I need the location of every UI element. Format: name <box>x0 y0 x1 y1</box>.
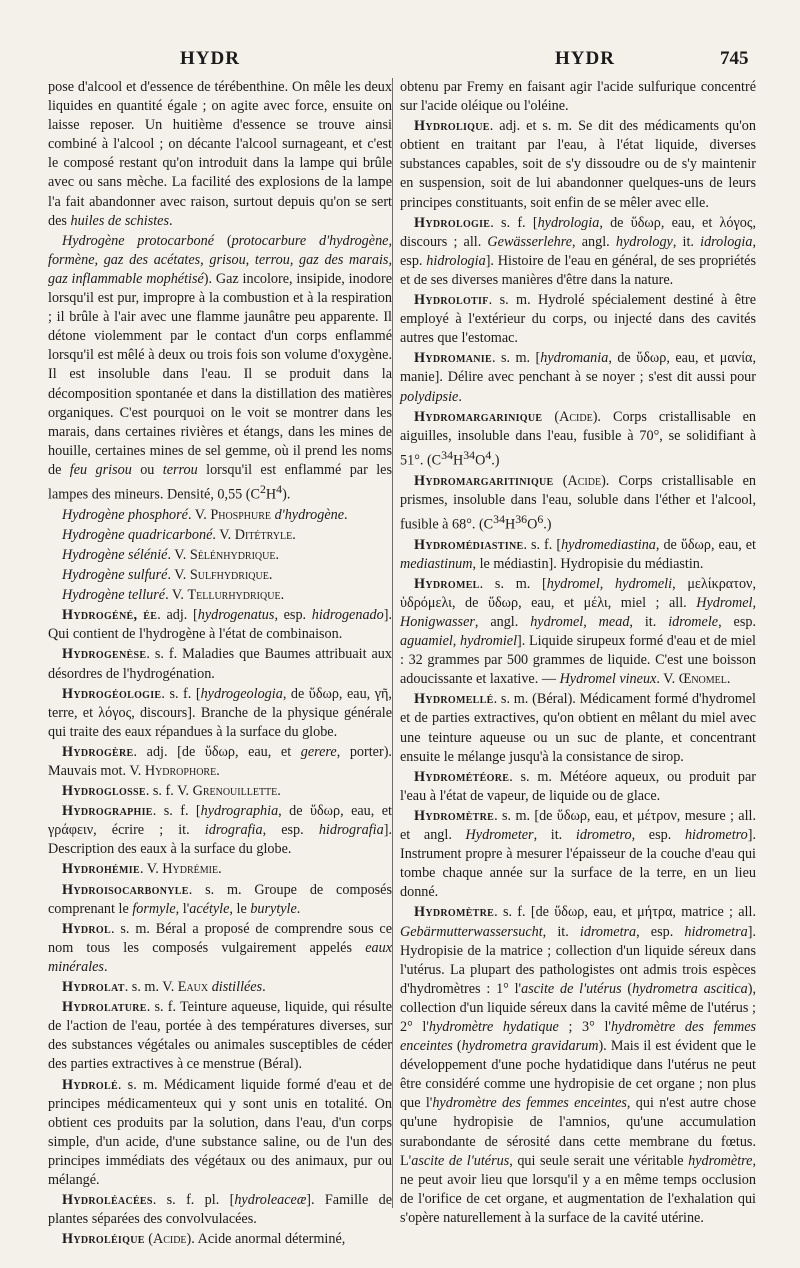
dictionary-entry: Hydromédiastine. s. f. [hydromediastina, de ὕδωρ, eau, et mediastinum, le médiastin]. Hydropisie du médiastin. <box>400 536 756 572</box>
dictionary-entry: Hydrogène sulfuré. V. Sulfhydrique. <box>62 567 273 584</box>
dictionary-entry: Hydrogène quadricarboné. V. Ditétryle. <box>62 526 296 543</box>
dictionary-entry: Hydromel. s. m. [hydromel, hydromeli, μελίκρατον, ὑδρόμελι, de ὕδωρ, eau, et μέλι, miel ; all. Hydromel, Honigwasser, angl. hydromel, mead, it. idromele, esp. aguamiel, hydromiel]. Liquide sirupeux formé d'eau et de miel : 32 grammes par 500 grammes de liquide. C'est une boisson adoucissante et laxative. — Hydromel vineux. V. Œnomel. <box>400 575 757 688</box>
dictionary-entry: Hydrométéore. s. m. Météore aqueux, ou produit par l'eau à l'état de vapeur, de liquide ou de glace. <box>400 768 756 804</box>
running-header <box>0 48 800 78</box>
dictionary-entry: pose d'alcool et d'essence de térébenthine. On mêle les deux liquides en quantité égale ; on agite avec force, ensuite on laisse reposer. Un huitième d'essence se trouve ainsi combiné à l'alcool ; on décante l'alcool surnageant, et c'est le composé restant qu'on introduit dans la lampe qui brûle avec ou sans mèche. La facilité des explosions de la lampe l'a fait abandonner avec raison, surtout depuis qu'on se sert des huiles de schistes. <box>48 79 392 229</box>
dictionary-entry: Hydrogère. adj. [de ὕδωρ, eau, et gerere, porter). Mauvais mot. V. Hydrophore. <box>48 743 392 780</box>
dictionary-entry: obtenu par Fremy en faisant agir l'acide sulfurique concentré sur l'acide oléique ou l'oléine. <box>400 79 756 115</box>
left-running-head: HYDR <box>180 48 240 69</box>
dictionary-entry: Hydrogène telluré. V. Tellurhydrique. <box>62 587 285 604</box>
dictionary-entry: Hydroisocarbonyle. s. m. Groupe de composés comprenant le formyle, l'acétyle, le burytyle. <box>48 881 392 917</box>
left-column <box>48 78 392 1250</box>
dictionary-entry: Hydrogène phosphoré. V. Phosphure d'hydrogène. <box>62 506 348 523</box>
dictionary-entry: Hydromètre. s. f. [de ὕδωρ, eau, et μήτρα, matrice ; all. Gebärmutterwassersucht, it. idrometra, esp. hidrometra]. Hydropisie de la matrice ; collection d'un liquide séreux dans l'utérus. La plupart des pathologistes ont admis trois espèces d'hydromètres : 1° l'ascite de l'utérus (hydrometra ascitica), collection d'un liquide séreux dans la cavité même de l'utérus ; 2° l'hydromètre hydatique ; 3° l'hydromètre des femmes enceintes (hydrometra gravidarum). Mais il est évident que le développement d'une poche hydatidique dans l'utérus ne peut être considéré comme une hydropisie de cet organe ; non plus que l'hydromètre des femmes enceintes, qui n'est autre chose qu'une hydropisie de l'amnios, qu'une accumulation surabondante de sérosité dans cette membrane du fœtus. L'ascite de l'utérus, qui seule serait une véritable hydromètre, ne peut avoir lieu que lorsqu'il y a en même temps occlusion de l'orifice de cet organe, et augmentation de l'exhalation qui s'opère naturellement à la surface de la cavité utérine. <box>400 904 757 1226</box>
dictionary-entry: Hydrogenèse. s. f. Maladies que Baumes attribuait aux désordres de l'hydrogénation. <box>48 646 392 682</box>
dictionary-entry: Hydroglosse. s. f. V. Grenouillette. <box>62 783 281 800</box>
dictionary-entry: Hydromargarinique (Acide). Corps cristallisable en aiguilles, insoluble dans l'eau, fusible à 70°, se solidifiant à 51°. $(C^{34}H^{34}O^4.)$ <box>400 408 756 469</box>
dictionary-entry: Hydrolature. s. f. Teinture aqueuse, liquide, qui résulte de l'action de l'eau, portée à des températures diverses, sur des substances végétales ou animales susceptibles de céder des parties extractives à ce menstrue (Béral). <box>48 999 392 1073</box>
dictionary-entry: Hydromètre. s. m. [de ὕδωρ, eau, et μέτρον, mesure ; all. et angl. Hydrometer, it. idrometro, esp. hidrometro]. Instrument propre à mesurer l'épaisseur de la couche d'eau qui tombe chaque année sur la surface de la terre, en un lieu donné. <box>400 807 757 901</box>
dictionary-entry: Hydrogéné, ée. adj. [hydrogenatus, esp. hidrogenado]. Qui contient de l'hydrogène à l'état de combinaison. <box>48 607 393 643</box>
right-running-head: HYDR <box>555 48 615 69</box>
page-number: 745 <box>720 48 749 69</box>
dictionary-entry: Hydrologie. s. f. [hydrologia, de ὕδωρ, eau, et λόγος, discours ; all. Gewässerlehre, angl. hydrology, it. idrologia, esp. hidrologia]. Histoire de l'eau en général, de ses propriétés et de ses diverses manières d'être dans la nature. <box>400 214 756 288</box>
dictionary-entry: Hydromargaritinique (Acide). Corps cristallisable en prismes, insoluble dans l'eau, soluble dans l'éther et l'alcool, fusible à 68°. $(C^{34}H^{36}O^6.)$ <box>400 472 756 533</box>
dictionary-entry: Hydromanie. s. m. [hydromania, de ὕδωρ, eau, et μανία, manie]. Délire avec penchant à se noyer ; s'est dit aussi pour polydipsie. <box>400 350 756 405</box>
dictionary-entry: Hydrogène protocarboné (protocarbure d'hydrogène, formène, gaz des acétates, grisou, terrou, gaz des marais, gaz inflammable mophétisé). Gaz incolore, insipide, inodore lorsqu'il est pur, impropre à la combustion et à la respiration ; il brûle à l'air avec une flamme jaunâtre peu apparente. Il détone violemment par le contact d'un corps enflammé lorsqu'il est mêlé à deux ou trois fois son volume d'oxygène. Il est insoluble dans l'eau. Il se produit dans la décomposition spontanée et dans la distillation des matières organiques. C'est pourquoi on le voit se montrer dans les marais, dans certaines rivières et étangs, dans les mines de houille, certaines mines de sel gemme, où il prend les noms de feu grisou ou terrou lorsqu'il est enflammé par les lampes des mineurs. Densité, 0,55 $(C^2H^4)$. <box>48 232 393 503</box>
dictionary-entry: Hydrolé. s. m. Médicament liquide formé d'eau et de principes médicamenteux qui y sont unis en totalité. On obtient ces produits par la solution, dans l'eau, d'un corps simple, d'un acide, d'une substance saline, ou de l'un des principes immédiats des végétaux ou des animaux, pur ou mélangé. <box>48 1076 392 1188</box>
right-column <box>400 78 756 1229</box>
dictionary-entry: Hydrolique. adj. et s. m. Se dit des médicaments qu'on obtient en traitant par l'eau, à l'état liquide, diverses substances capables, soit de s'y dissoudre ou de s'y maintenir en suspension, soit de lui abandonner quelques-uns de leurs principes constituants, soit enfin de se mêler avec elle. <box>400 118 756 211</box>
dictionary-entry: Hydromellé. s. m. (Béral). Médicament formé d'hydromel et de parties extractives, qu'on obtient en mêlant du miel avec une teinture aqueuse ou un suc de plante, et concentrant ensuite le mélange jusqu'à la consistance de sirop. <box>400 691 756 765</box>
dictionary-entry: Hydrogéologie. s. f. [hydrogeologia, de ὕδωρ, eau, γῆ, terre, et λόγος, discours]. Branche de la physique générale qui traite des eaux répandues à la surface du globe. <box>48 685 392 740</box>
column-divider <box>392 78 393 1208</box>
dictionary-entry: Hydroléacées. s. f. pl. [hydroleaceæ]. Famille de plantes séparées des convolvulacées. <box>48 1192 392 1228</box>
dictionary-entry: Hydrolotif. s. m. Hydrolé spécialement destiné à être employé à l'extérieur du corps, ou injecté dans des cavités autres que l'estomac. <box>400 292 756 347</box>
dictionary-entry: Hydrolat. s. m. V. Eaux distillées. <box>62 979 266 996</box>
dictionary-entry: Hydrol. s. m. Béral a proposé de comprendre sous ce nom tous les composés vulgairement appelés eaux minérales. <box>48 920 392 975</box>
dictionary-entry: Hydrohémie. V. Hydrémie. <box>62 861 222 878</box>
dictionary-entry: Hydrographie. s. f. [hydrographia, de ὕδωρ, eau, et γράφειν, écrire ; it. idrografia, esp. hidrografia]. Description des eaux à la surface du globe. <box>48 803 392 858</box>
dictionary-entry: Hydrogène sélénié. V. Sélénhydrique. <box>62 546 280 563</box>
dictionary-entry: Hydroléique (Acide). Acide anormal déterminé, <box>62 1231 346 1248</box>
